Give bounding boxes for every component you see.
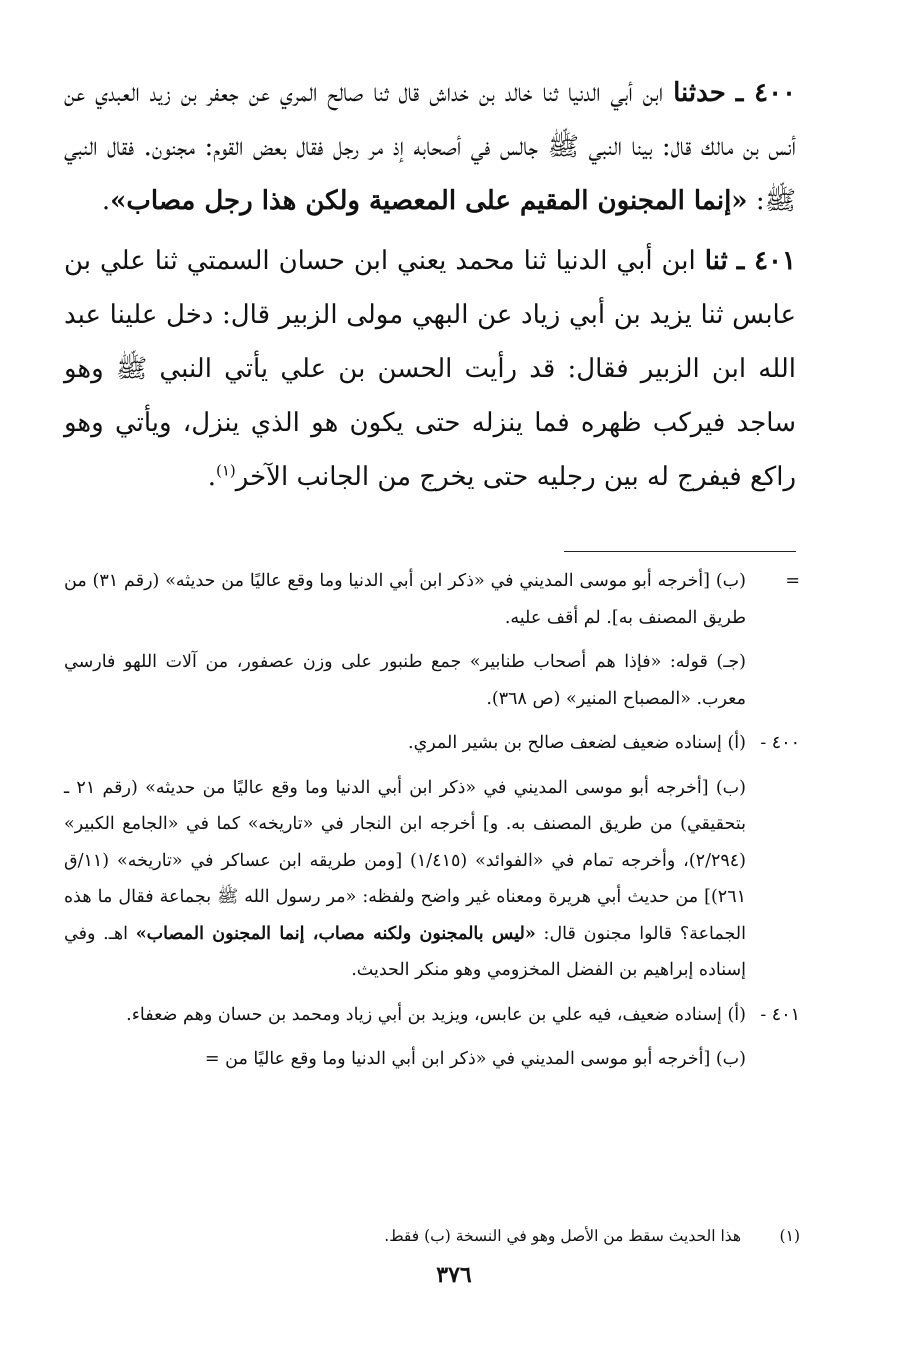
hadith-end: . [207, 462, 216, 492]
note-401-a [64, 997, 800, 1034]
continuation-mark: = [785, 571, 800, 591]
page-number: ٣٧٦ [436, 1262, 472, 1288]
note-text: (أ) إسناده ضعيف، فيه علي بن عابس، ويزيد بن أبي زياد ومحمد بن حسان وهم ضعفاء. [126, 1004, 746, 1025]
notes-divider [564, 551, 796, 552]
note-400-a [64, 725, 800, 762]
hadith-number: ٤٠٠ ـ [735, 78, 797, 108]
hadith-text: ابن أبي الدنيا ثنا محمد يعني ابن حسان السمتي ثنا علي بن عابس ثنا يزيد بن أبي زياد عن البهي مولى الزبير قال: دخل علينا عبد الله ابن الزبير فقال: قد رأيت الحسن بن علي يأتي النبي ﷺ وهو ساجد فيركب ظهره فما ينزله حتى يكون هو الذي ينزل، ويأتي وهو راكع فيفرج له بين رجليه حتى يخرج من الجانب الآخر [64, 246, 796, 492]
hadith-400 [64, 66, 796, 228]
commentary-notes [64, 563, 800, 1078]
note-400-b [64, 770, 800, 989]
note-number: ٤٠١ - [760, 1004, 800, 1025]
note-continuation [64, 563, 800, 636]
hadith-401 [64, 234, 796, 504]
note-text: (جـ) قوله: «فإذا هم أصحاب طنابير» جمع طنبور على وزن عصفور، من آلات اللهو فارسي معرب. «المصباح المنير» (ص ٣٦٨). [64, 652, 746, 709]
page-footnote [64, 1222, 800, 1250]
note-text: (ب) [أخرجه أبو موسى المديني في «ذكر ابن أبي الدنيا وما وقع عاليًا من = [204, 1049, 746, 1069]
note-tail: اهـ. وفي إسناده إبراهيم بن الفضل المخزومي وهو منكر الحديث. [64, 923, 746, 980]
hadith-number: ٤٠١ ـ [736, 246, 796, 276]
note-jim [64, 644, 800, 717]
hadith-text: ابن أبي الدنيا ثنا خالد بن خداش قال ثنا صالح المري عن جعفر بن زيد العبدي عن أنس بن مالك قال: بينا النبي ﷺ جالس في أصحابه إذ مر رجل فقال بعض القوم: مجنون. فقال النبي ﷺ: [64, 78, 796, 216]
note-number: ٤٠٠ - [760, 733, 800, 753]
main-text [64, 66, 796, 504]
hadith-lead-word: ثنا [704, 246, 728, 276]
note-quote: «ليس بالمجنون ولكنه مصاب، إنما المجنون المصاب» [135, 923, 536, 944]
note-text: (ب) [أخرجه أبو موسى المديني في «ذكر ابن أبي الدنيا وما وقع عاليًا من حديثه» (رقم ٢١ ـ بتحقيقي) من طريق المصنف به. و] أخرجه ابن النجار في «تاريخه» كما في «الجامع الكبير» (٢/٢٩٤)، وأخرجه تمام في «الفوائد» (١/٤١٥) [ومن طريقه ابن عساكر في «تاريخه» (١١/ق ٢٦١)] من حديث أبي هريرة ومعناه غير واضح ولفظه: «مر رسول الله ﷺ بجماعة فقال ما هذه الجماعة؟ قالوا مجنون قال: [64, 777, 746, 944]
footnote-reference: (١) [215, 461, 236, 480]
hadith-lead-word: حدثنا [673, 78, 726, 108]
footnote-number: (١) [779, 1227, 800, 1245]
footnote-text: هذا الحديث سقط من الأصل وهو في النسخة (ب) فقط. [384, 1227, 742, 1245]
note-401-b [64, 1041, 800, 1078]
note-text: (أ) إسناده ضعيف لضعف صالح بن بشير المري. [408, 733, 746, 753]
hadith-quote: «إنما المجنون المقيم على المعصية ولكن هذا رجل مصاب» [110, 186, 748, 216]
hadith-end: . [101, 186, 111, 216]
note-text: (ب) [أخرجه أبو موسى المديني في «ذكر ابن أبي الدنيا وما وقع عاليًا من حديثه» (رقم ٣١) من طريق المصنف به]. لم أقف عليه. [64, 571, 746, 628]
